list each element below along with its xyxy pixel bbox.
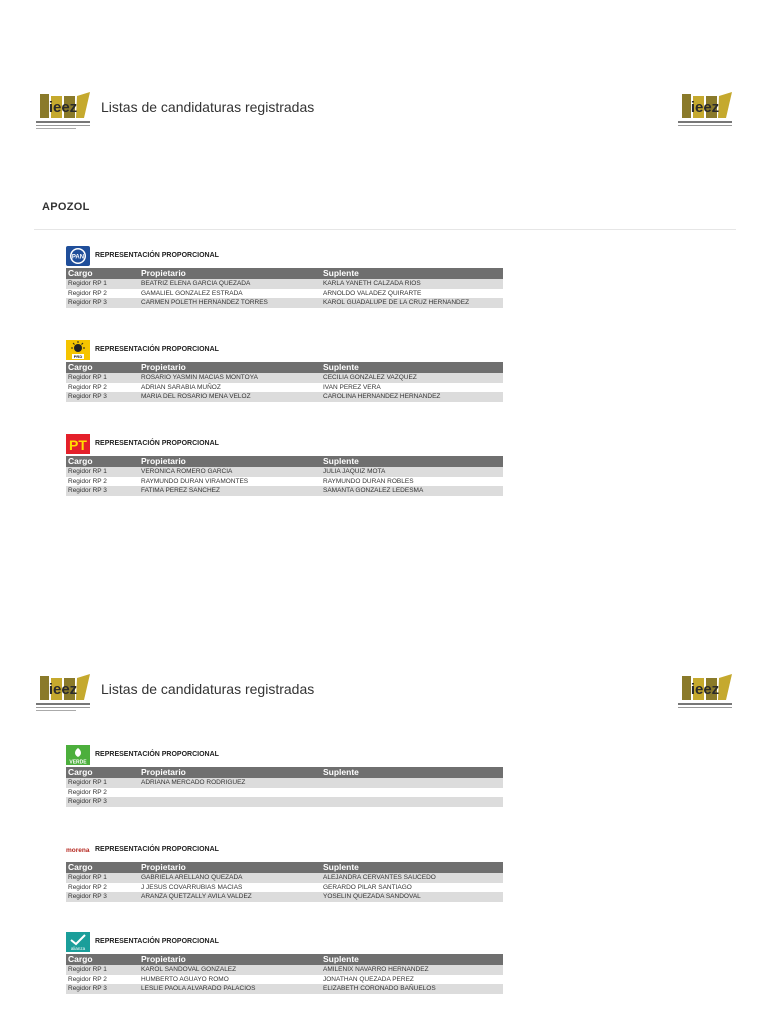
col-propietario: Propietario xyxy=(139,362,321,373)
svg-text:PAN: PAN xyxy=(71,254,85,261)
divider xyxy=(34,229,736,230)
table-row: Regidor RP 3 MARIA DEL ROSARIO MENA VELOZ CAROLINA HERNANDEZ HERNANDEZ xyxy=(66,392,503,402)
col-suplente: Suplente xyxy=(321,767,503,778)
candidates-table xyxy=(66,767,503,807)
pan-logo-icon xyxy=(66,246,90,266)
ieez-logo xyxy=(34,670,92,714)
col-cargo: Cargo xyxy=(66,954,139,965)
col-suplente: Suplente xyxy=(321,362,503,373)
rp-label: REPRESENTACIÓN PROPORCIONAL xyxy=(95,440,219,447)
table-row: Regidor RP 3 LESLIE PAOLA ALVARADO PALACIOS ELIZABETH CORONADO BAÑUELOS xyxy=(66,984,503,994)
col-propietario: Propietario xyxy=(139,954,321,965)
col-propietario: Propietario xyxy=(139,767,321,778)
rp-label: REPRESENTACIÓN PROPORCIONAL xyxy=(95,846,219,853)
svg-text:ieez: ieez xyxy=(690,681,720,698)
table-row: Regidor RP 3 ARANZA QUETZALLY AVILA VALDEZ YOSELIN QUEZADA SANDOVAL xyxy=(66,892,503,902)
rp-label: REPRESENTACIÓN PROPORCIONAL xyxy=(95,751,219,758)
candidates-table xyxy=(66,268,503,308)
table-row: Regidor RP 2 J JESUS COVARRUBIAS MACIAS GERARDO PILAR SANTIAGO xyxy=(66,883,503,893)
table-row: Regidor RP 1 VERONICA ROMERO GARCIA JULIA JAQUIZ MOTA xyxy=(66,467,503,477)
rp-label: REPRESENTACIÓN PROPORCIONAL xyxy=(95,938,219,945)
page-header-1 xyxy=(34,86,734,136)
municipality-name: APOZOL xyxy=(42,201,90,213)
party-block-pt xyxy=(66,434,503,496)
candidates-table xyxy=(66,954,503,994)
col-suplente: Suplente xyxy=(321,954,503,965)
col-suplente: Suplente xyxy=(321,456,503,467)
svg-text:ieez: ieez xyxy=(48,681,78,698)
party-block-prd xyxy=(66,340,503,402)
pt-logo-icon xyxy=(66,434,90,454)
page-header-2 xyxy=(34,668,734,718)
svg-text:PRD: PRD xyxy=(73,354,83,359)
col-cargo: Cargo xyxy=(66,456,139,467)
col-propietario: Propietario xyxy=(139,456,321,467)
party-block-morena xyxy=(66,840,503,902)
table-row: Regidor RP 1 GABRIELA ARELLANO QUEZADA ALEJANDRA CERVANTES SAUCEDO xyxy=(66,873,503,883)
party-block-verde xyxy=(66,745,503,807)
svg-text:ieez: ieez xyxy=(48,99,78,116)
table-row: Regidor RP 1 BEATRIZ ELENA GARCIA QUEZADA KARLA YANETH CALZADA RIOS xyxy=(66,279,503,289)
svg-text:ieez: ieez xyxy=(690,99,720,116)
col-cargo: Cargo xyxy=(66,362,139,373)
col-propietario: Propietario xyxy=(139,862,321,873)
page-title: Listas de candidaturas registradas xyxy=(101,99,315,115)
svg-text:PT: PT xyxy=(69,437,87,453)
svg-text:morena: morena xyxy=(66,847,90,854)
table-row: Regidor RP 1 KAROL SANDOVAL GONZALEZ AMILENIX NAVARRO HERNANDEZ xyxy=(66,965,503,975)
verde-logo-icon xyxy=(66,745,90,765)
table-row: Regidor RP 3 FATIMA PEREZ SANCHEZ SAMANTA GONZALEZ LEDESMA xyxy=(66,486,503,496)
col-cargo: Cargo xyxy=(66,862,139,873)
table-row: Regidor RP 2 HUMBERTO AGUAYO ROMO JONATHAN QUEZADA PEREZ xyxy=(66,975,503,985)
ieez-logo xyxy=(676,88,734,132)
candidates-table xyxy=(66,862,503,902)
col-cargo: Cargo xyxy=(66,268,139,279)
ieez-logo xyxy=(676,670,734,714)
candidates-table xyxy=(66,362,503,402)
party-block-pan xyxy=(66,246,503,308)
rp-label: REPRESENTACIÓN PROPORCIONAL xyxy=(95,346,219,353)
rp-label: REPRESENTACIÓN PROPORCIONAL xyxy=(95,252,219,259)
morena-logo-icon xyxy=(66,840,94,860)
col-cargo: Cargo xyxy=(66,767,139,778)
table-row: Regidor RP 1 ADRIANA MERCADO RODRIGUEZ xyxy=(66,778,503,788)
table-row: Regidor RP 2 GAMALIEL GONZALEZ ESTRADA ARNOLDO VALADEZ QUIRARTE xyxy=(66,289,503,299)
table-row: Regidor RP 2 RAYMUNDO DURAN VIRAMONTES RAYMUNDO DURAN ROBLES xyxy=(66,477,503,487)
col-propietario: Propietario xyxy=(139,268,321,279)
page-title: Listas de candidaturas registradas xyxy=(101,681,315,697)
table-row: Regidor RP 2 ADRIAN SARABIA MUÑOZ IVAN PEREZ VERA xyxy=(66,383,503,393)
prd-logo-icon xyxy=(66,340,90,360)
party-block-alianza xyxy=(66,932,503,994)
col-suplente: Suplente xyxy=(321,862,503,873)
alianza-logo-icon xyxy=(66,932,90,952)
table-row: Regidor RP 3 CARMEN POLETH HERNANDEZ TORRES KAROL GUADALUPE DE LA CRUZ HERNANDEZ xyxy=(66,298,503,308)
svg-text:alianza: alianza xyxy=(70,946,86,951)
table-row: Regidor RP 2 xyxy=(66,788,503,798)
table-row: Regidor RP 1 ROSARIO YASMIN MACIAS MONTOYA CECILIA GONZALEZ VAZQUEZ xyxy=(66,373,503,383)
svg-text:VERDE: VERDE xyxy=(69,759,87,765)
ieez-logo xyxy=(34,88,92,132)
table-row: Regidor RP 3 xyxy=(66,797,503,807)
col-suplente: Suplente xyxy=(321,268,503,279)
candidates-table xyxy=(66,456,503,496)
